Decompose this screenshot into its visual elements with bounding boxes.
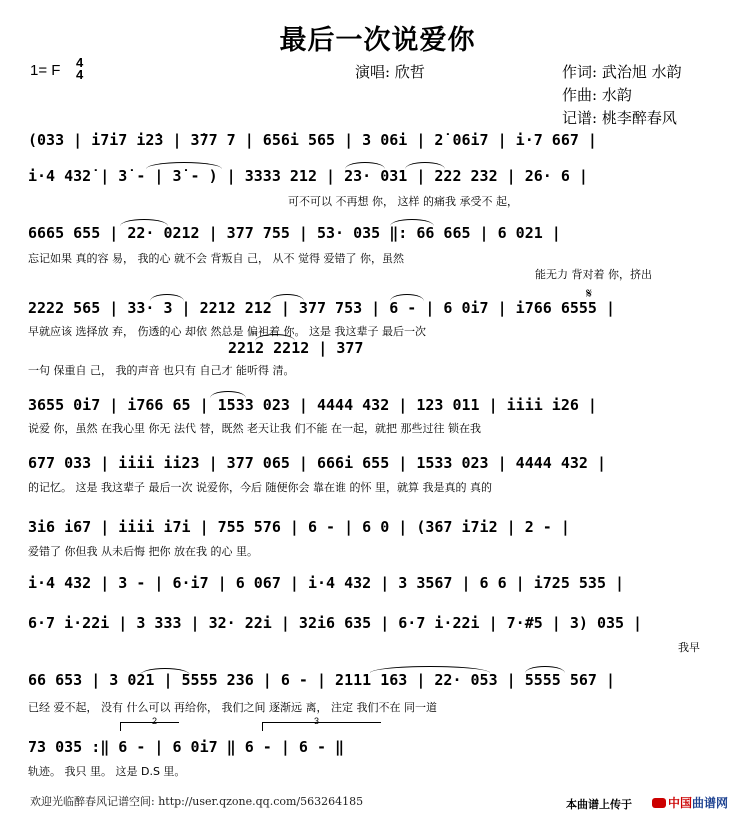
volta-bracket-2 [262,722,381,731]
volta-number-2: 3 [314,716,320,726]
composer-credit: 作曲: 水韵 [562,86,632,104]
lyrics-row-9: 我早 [678,641,700,654]
notes-row-2: i·4 432̇ | 3̇ - | 3̇ - ) | 3333 212 | 23· 031 | 222 232 | 26· 6 | [28,167,588,185]
time-signature-bottom: 4 [76,67,84,82]
slur-mark [270,294,304,301]
lyrics-row-4b: 一句 保重自 己， 我的声音 也只有 自己才 能听得 清。 [28,364,295,377]
notes-row-3: 6665 655 | 22· 0212 | 377 755 | 53· 035 ‖: 66 665 | 6 021 | [28,224,561,242]
slur-mark [210,391,246,398]
lyrics-row-2: 可不可以 不再想 你， 这样 的痛我 承受不 起， [288,195,518,208]
slur-mark [370,666,490,673]
slur-mark [405,162,445,169]
slur-mark [146,162,222,169]
lyrics-row-6: 的记忆。 这是 我这辈子 最后一次 说爱你，今后 随便你会 靠在谁 的怀 里，就算 我是真的 真的 [28,481,492,494]
site-logo [652,794,728,811]
lyrics-row-11: 轨迹。 我只 里。 这是 D.S 里。 [28,765,186,778]
notes-row-1: (033 | i7i7 i2̇3 | 3̇77 7 | 656i 565 | 3 06i | 2̇ 06i7 | i·7 667 | [28,131,597,149]
notes-row-5: 3655 0i7 | i766 65 | 1533 023 | 4444 432 | 123 011 | iiii i26 | [28,396,597,414]
slur-mark [150,294,184,301]
lyrics-row-4: 早就应该 选择放 弃， 伤透的心 却依 然总是 偏袒着 你。 这是 我这辈子 最后一次 [28,325,426,338]
notes-row-10: 66 653 | 3 021 | 5555 236 | 6 - | 2111 163 | 22· 053 | 5555 567 | [28,671,615,689]
slur-mark [140,668,190,675]
notes-row-4: 2222 565 | 33· 3 | 2212 212 | 377 753 | 6 - | 6 0i7 | i766 6555 | [28,299,615,317]
site-logo-red: 中国 [668,796,693,810]
slur-mark [390,219,434,226]
song-title: 最后一次说爱你 [279,25,476,56]
volta-number-1: 2 [152,716,158,726]
key-signature: 1= F [30,62,61,79]
lyrics-row-5: 说爱 你，虽然 在我心里 你无 法代 替，既然 老天让我 们不能 在一起，就把 那些过往 锁在我 [28,422,481,435]
lyrics-row-3: 忘记如果 真的容 易， 我的心 就不会 背叛自 己， 从不 觉得 爱错了 你，虽然 [28,252,404,265]
volta-bracket-1 [120,722,179,731]
slur-mark [255,334,295,341]
upload-note: 本曲谱上传于 [566,798,632,811]
notes-row-11: 73 035 :‖ 6 - | 6 0i7 ‖ 6 - | 6 - ‖ [28,738,345,756]
notes-row-8: i·4 432 | 3 - | 6·i7 | 6 067 | i·4 432 | 3 3567 | 6 6 | i725 535 | [28,574,625,592]
notes-row-6: 677 033 | iiii ii23 | 377 065 | 666i 655 | 1533 023 | 4444 432 | [28,454,606,472]
notes-row-7: 3i6 i67 | iiii i7i | 755 576 | 6 - | 6 0 | (367 i7i2 | 2 - | [28,518,570,536]
segno-icon: 𝄋 [586,286,593,302]
notes-row-9: 6·7 i·22i | 3 333 | 32· 22i | 32i6 635 | 6·7 i·22i | 7·#5 | 3) 035 | [28,614,643,632]
site-logo-icon [652,798,666,808]
slur-mark [525,666,565,673]
slur-mark [345,162,385,169]
lyrics-row-10: 已经 爱不起， 没有 什么可以 再给你， 我们之间 逐渐远 离， 注定 我们不在 同一道 [28,701,437,714]
slur-mark [120,219,168,226]
notes-row-4b: 2212 2212 | 377 [228,339,364,357]
lyrics-row-7: 爱错了 你但我 从未后悔 把你 放在我 的心 里。 [28,545,258,558]
singer-credit: 演唱: 欣哲 [355,63,425,81]
lyricist-credit: 作词: 武治旭 水韵 [562,63,682,81]
time-signature [76,57,83,81]
footer-credit: 欢迎光临醉春风记谱空间: http://user.qzone.qq.com/563264185 [30,795,364,808]
time-signature-top: 4 [76,55,84,70]
transcriber-credit: 记谱: 桃李醉春风 [562,109,677,127]
site-logo-blue: 曲谱网 [692,796,729,810]
lyrics-row-3b: 能无力 背对着 你，挤出 [535,268,652,281]
slur-mark [390,294,424,301]
